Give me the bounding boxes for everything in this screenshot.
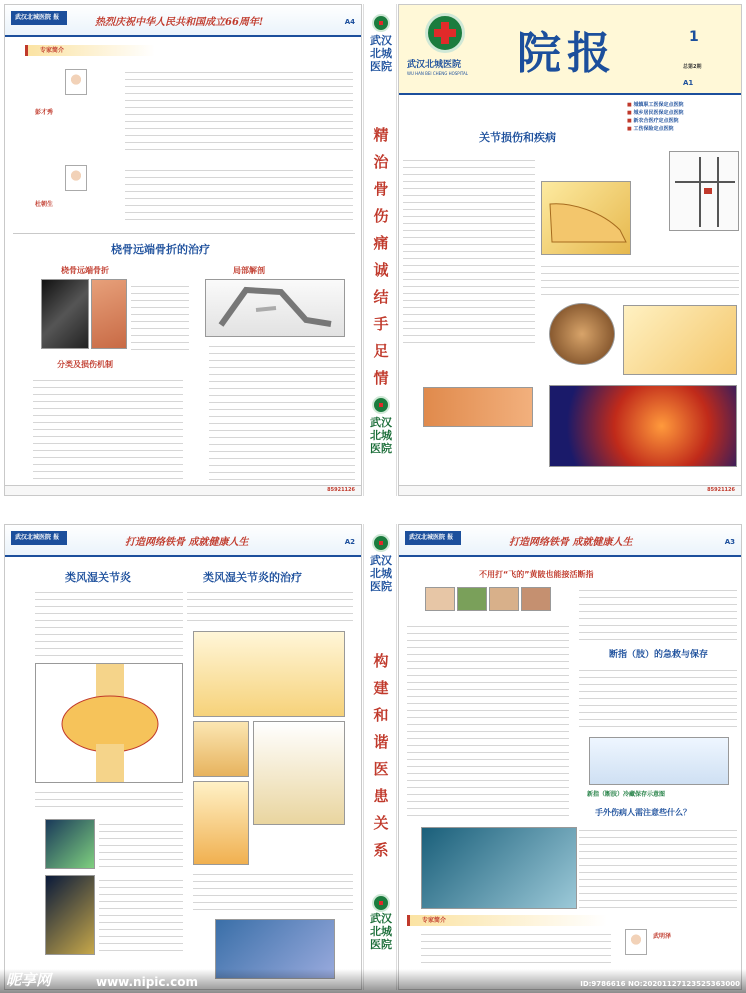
hospital-logo-icon [372, 894, 390, 912]
insurance-item: ■ 新农合医疗定点医院 [627, 117, 683, 125]
box-title: 断指（肢）的急救与保存 [609, 650, 709, 660]
page-code: A1 [683, 79, 694, 87]
foot-shape [542, 182, 631, 255]
bone-diagram [206, 280, 345, 337]
divider [13, 233, 355, 234]
article-title: 不用打“飞的”黄陂也能接活断指 [479, 570, 594, 579]
expert-name: 彭才秀 [35, 109, 54, 116]
finger-photo [521, 587, 551, 611]
slogan-char: 关 [373, 814, 389, 832]
insurance-item: ■ 城镇职工医保定点医院 [627, 101, 683, 109]
article-text [541, 261, 739, 301]
article-text [579, 585, 737, 641]
slogan-char: 谐 [373, 733, 389, 751]
knee-arthroscopy-image [549, 303, 615, 365]
spine-hospital-name: 武汉北城医院 [370, 912, 392, 951]
slogan-char: 和 [373, 706, 389, 724]
cold-storage-diagram [589, 737, 729, 785]
article-text [99, 819, 183, 869]
article-title: 类风湿关节炎的治疗 [203, 571, 302, 584]
watermark-logo: 昵享网 [6, 971, 52, 989]
slogan-char: 足 [373, 342, 389, 360]
watermark-url: www.nipic.com [96, 975, 198, 989]
article-title: 类风湿关节炎 [65, 571, 131, 584]
page-a1 [398, 4, 742, 496]
article-text [407, 621, 569, 821]
article-text [99, 875, 183, 955]
hospital-logo-icon [425, 13, 465, 53]
expert-name: 武明泽 [653, 933, 672, 940]
joint-illustration [36, 664, 183, 783]
foot-photo [423, 387, 533, 427]
page-footer [399, 485, 741, 495]
spine-top [363, 4, 397, 496]
hand-xray-image [45, 875, 95, 955]
expert-header: 专家简介 [407, 915, 607, 926]
knee-diagram [623, 305, 737, 375]
masthead-title: 院报 [517, 28, 617, 79]
insurance-list [627, 101, 683, 133]
xray-image [41, 279, 89, 349]
page-header [5, 5, 361, 37]
newspaper-badge: 武汉北城医院 报 [405, 531, 461, 545]
article-text [403, 155, 535, 345]
masthead [399, 5, 741, 95]
issue-number: 1 [689, 29, 699, 45]
hospital-name-en: WU HAN BEI CHENG HOSPITAL [407, 71, 468, 76]
expert-bio-text [125, 165, 353, 221]
page-a2 [4, 524, 362, 990]
knee-joint-diagram [193, 781, 249, 865]
expert-photo [625, 929, 647, 955]
hotline: 85921126 [327, 487, 355, 493]
hand-deformity-image [253, 721, 345, 825]
page-footer [5, 485, 361, 495]
finger-photo [457, 587, 487, 611]
cartilage-diagram [193, 631, 345, 717]
expert-photo [65, 69, 87, 95]
watermark-bar [0, 969, 746, 993]
total-issue: 总第2期 [683, 64, 702, 70]
slogan-char: 结 [373, 288, 389, 306]
slogan-char: 手 [373, 315, 389, 333]
hand-illustration [193, 721, 249, 777]
hospital-logo-icon [372, 396, 390, 414]
slogan-char: 医 [373, 760, 389, 778]
finger-photo [489, 587, 519, 611]
expert-name: 杜朝生 [35, 201, 54, 208]
slogan-char: 患 [373, 787, 389, 805]
page-header [5, 525, 361, 557]
article-text [35, 787, 183, 813]
page-code: A4 [344, 18, 355, 26]
insurance-item: ■ 城乡居民医保定点医院 [627, 109, 683, 117]
article-text [579, 825, 737, 909]
expert-header: 专家简介 [25, 45, 155, 56]
spine-hospital-name: 武汉北城医院 [370, 34, 392, 73]
foot-anatomy-image [541, 181, 631, 255]
section-title: 局部解剖 [233, 266, 265, 275]
article-title: 桡骨远端骨折的治疗 [111, 243, 210, 256]
slogan-char: 建 [373, 679, 389, 697]
expert-bio-text [421, 929, 611, 969]
slogan-char: 伤 [373, 207, 389, 225]
spine-slogan [366, 122, 396, 392]
article-text [579, 665, 737, 733]
section-title: 桡骨远端骨折 [61, 266, 109, 275]
joint-diagram [35, 663, 183, 783]
page-code: A3 [724, 538, 735, 546]
newspaper-badge: 武汉北城医院 报 [11, 531, 67, 545]
anatomy-diagram [205, 279, 345, 337]
slogan-char: 系 [373, 841, 389, 859]
slogan-char: 情 [373, 369, 389, 387]
hospital-name: 武汉北城医院 [407, 60, 462, 70]
slogan-char: 骨 [373, 180, 389, 198]
diagram-caption: 新指（断肢）冷藏保存示意图 [587, 791, 666, 798]
expert-bio-text [125, 67, 353, 151]
article-text [209, 341, 355, 485]
foot-xray-image [549, 385, 737, 467]
location-map [669, 151, 739, 231]
hand-xray-image [45, 819, 95, 869]
slogan-char: 痛 [373, 234, 389, 252]
header-slogan: 热烈庆祝中华人民共和国成立66周年! [95, 17, 264, 28]
hospital-logo-icon [372, 534, 390, 552]
wrist-photo [91, 279, 127, 349]
newspaper-badge: 武汉北城医院 报 [11, 11, 67, 25]
spine-hospital-name: 武汉北城医院 [370, 416, 392, 455]
slogan-char: 构 [373, 652, 389, 670]
hotline: 85921126 [707, 487, 735, 493]
watermark-id: ID:9786616 NO:20201127123525363000 [580, 980, 740, 988]
page-code: A2 [344, 538, 355, 546]
header-slogan: 打造网络铁骨 成就健康人生 [125, 537, 249, 548]
section-title: 分类及损伤机制 [57, 360, 113, 369]
article-text [131, 281, 189, 351]
map-lines [670, 152, 739, 231]
expert-photo [65, 165, 87, 191]
slogan-char: 精 [373, 126, 389, 144]
slogan-char: 治 [373, 153, 389, 171]
header-slogan: 打造网络铁骨 成就健康人生 [509, 537, 633, 548]
page-a3 [398, 524, 742, 990]
spine-bottom [363, 524, 397, 990]
article-text [33, 375, 183, 485]
spine-slogan [366, 648, 396, 864]
surgery-photo [421, 827, 577, 909]
page-header [399, 525, 741, 557]
article-text [35, 587, 183, 659]
article-text [193, 869, 353, 915]
spine-hospital-name: 武汉北城医院 [370, 554, 392, 593]
page-a4 [4, 4, 362, 496]
slogan-char: 诚 [373, 261, 389, 279]
article-title: 关节损伤和疾病 [479, 131, 556, 144]
finger-photo [425, 587, 455, 611]
hospital-logo-icon [372, 14, 390, 32]
article-text [187, 587, 353, 627]
insurance-item: ■ 工伤保险定点医院 [627, 125, 683, 133]
section-title: 手外伤病人需注意些什么？ [595, 808, 691, 817]
